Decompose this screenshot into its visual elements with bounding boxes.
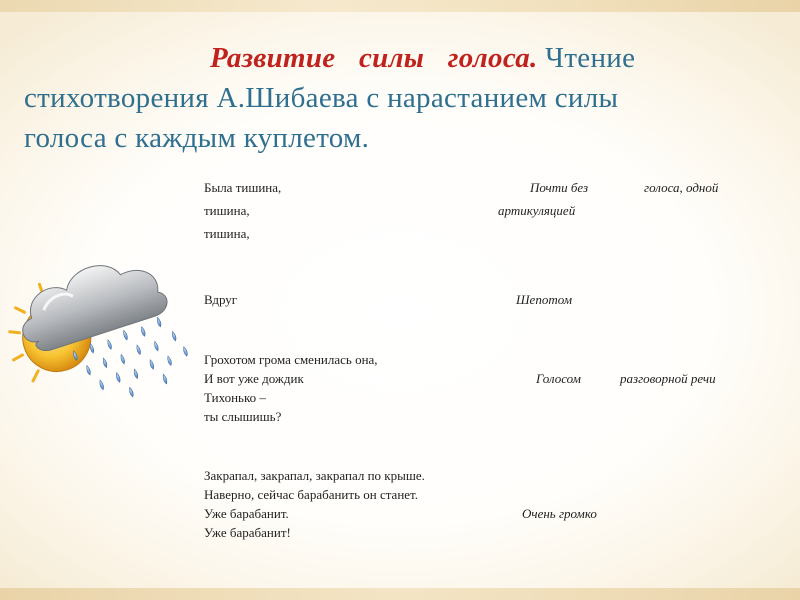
- reading-note: Шепотом: [516, 292, 573, 307]
- title-line-1: [24, 38, 764, 78]
- poem-line: И вот уже дождик: [204, 371, 304, 386]
- reading-note: Почти без: [530, 180, 589, 195]
- title-line-3: голоса с каждым куплетом.: [24, 122, 370, 154]
- title-text-1: Чтение: [545, 42, 636, 74]
- poem-line: Грохотом грома сменилась она,: [204, 352, 378, 367]
- slide-title: [24, 38, 764, 158]
- bottom-decorative-band: [0, 588, 800, 600]
- poem-line: Уже барабанит.: [204, 506, 289, 521]
- title-line-2: стихотворения А.Шибаева с нарастанием силы: [24, 82, 619, 114]
- title-highlight: Развитие силы голоса.: [210, 42, 538, 74]
- top-decorative-band: [0, 0, 800, 12]
- poem-line: тишина,: [204, 203, 250, 218]
- reading-note: Очень громко: [522, 506, 597, 521]
- reading-note: голоса, одной: [644, 180, 719, 195]
- reading-note: разговорной речи: [620, 371, 716, 386]
- poem-line: Уже барабанит!: [204, 525, 291, 540]
- poem-line: Наверно, сейчас барабанить он станет.: [204, 487, 419, 502]
- poem-line: Тихонько –: [204, 390, 266, 405]
- poem-line: Закрапал, закрапал, закрапал по крыше.: [204, 468, 425, 483]
- poem-line: тишина,: [204, 226, 250, 241]
- rain-cloud-sun-icon: [6, 238, 190, 406]
- poem-line: Вдруг: [204, 292, 238, 307]
- poem-line: ты слышишь?: [204, 409, 282, 424]
- reading-note: Голосом: [536, 371, 581, 386]
- poem-line: Была тишина,: [204, 180, 282, 195]
- reading-note: артикуляцией: [498, 203, 576, 218]
